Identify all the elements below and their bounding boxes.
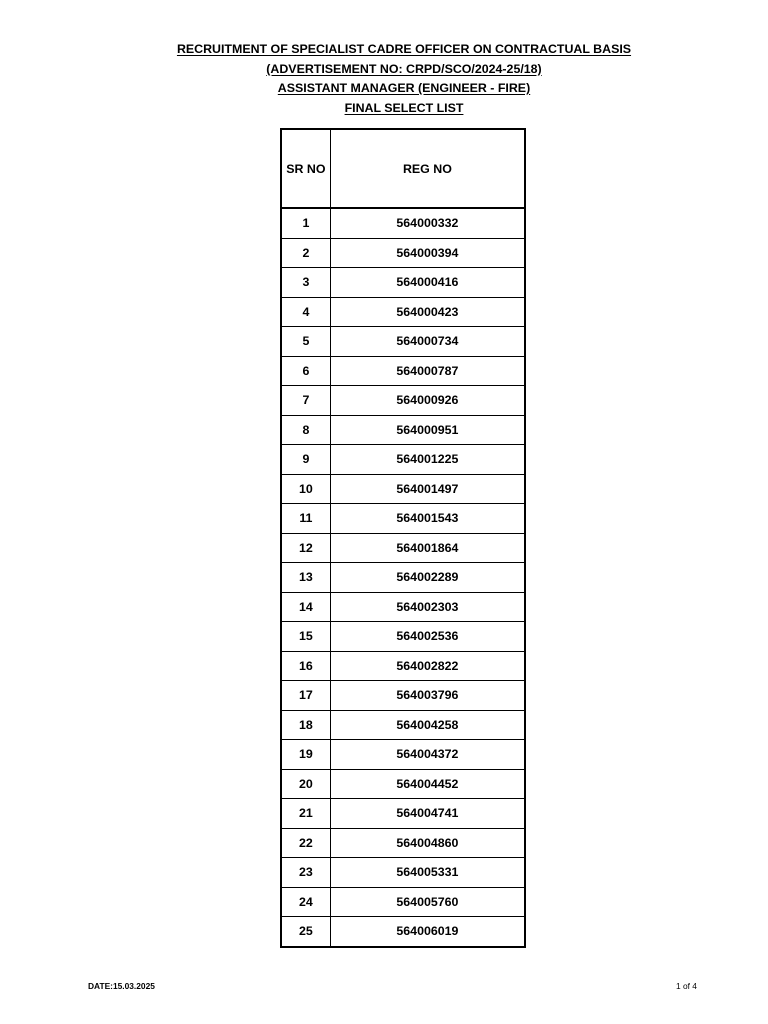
- sr-no-cell: 25: [281, 917, 330, 947]
- table-row: [281, 828, 525, 858]
- heading-post-name: ASSISTANT MANAGER (ENGINEER - FIRE): [277, 81, 531, 95]
- table-row: [281, 710, 525, 740]
- table-row: [281, 504, 525, 534]
- sr-no-cell: 15: [281, 622, 330, 652]
- table-body: [281, 208, 525, 947]
- heading-recruitment-title: RECRUITMENT OF SPECIALIST CADRE OFFICER ON CONTRACTUAL BASIS: [176, 42, 632, 56]
- sr-no-cell: 18: [281, 710, 330, 740]
- reg-no-cell: 564006019: [330, 917, 525, 947]
- reg-no-cell: 564004860: [330, 828, 525, 858]
- reg-no-cell: 564000394: [330, 238, 525, 268]
- table-row: [281, 887, 525, 917]
- reg-no-cell: 564004258: [330, 710, 525, 740]
- table-row: [281, 474, 525, 504]
- reg-no-cell: 564000951: [330, 415, 525, 445]
- table-row: [281, 622, 525, 652]
- sr-no-cell: 1: [281, 208, 330, 238]
- sr-no-cell: 3: [281, 268, 330, 298]
- table-row: [281, 740, 525, 770]
- reg-no-cell: 564004372: [330, 740, 525, 770]
- sr-no-cell: 21: [281, 799, 330, 829]
- sr-no-cell: 2: [281, 238, 330, 268]
- table-row: [281, 327, 525, 357]
- reg-no-cell: 564001864: [330, 533, 525, 563]
- table-row: [281, 651, 525, 681]
- reg-no-cell: 564000787: [330, 356, 525, 386]
- sr-no-cell: 7: [281, 386, 330, 416]
- table-row: [281, 592, 525, 622]
- table-row: [281, 533, 525, 563]
- table-header: [281, 129, 525, 208]
- table-row: [281, 238, 525, 268]
- sr-no-cell: 13: [281, 563, 330, 593]
- sr-no-cell: 16: [281, 651, 330, 681]
- reg-no-cell: 564002289: [330, 563, 525, 593]
- heading-list-title: FINAL SELECT LIST: [344, 100, 464, 115]
- reg-no-cell: 564000416: [330, 268, 525, 298]
- heading-advertisement-number: (ADVERTISEMENT NO: CRPD/SCO/2024-25/18): [266, 61, 542, 76]
- sr-no-cell: 12: [281, 533, 330, 563]
- reg-no-cell: 564000926: [330, 386, 525, 416]
- table-row: [281, 415, 525, 445]
- reg-no-cell: 564002536: [330, 622, 525, 652]
- sr-no-cell: 9: [281, 445, 330, 475]
- final-select-list-table: [280, 128, 526, 948]
- reg-no-cell: 564001497: [330, 474, 525, 504]
- footer-date: DATE:15.03.2025: [88, 981, 155, 991]
- reg-no-cell: 564001225: [330, 445, 525, 475]
- reg-no-cell: 564004452: [330, 769, 525, 799]
- reg-no-cell: 564001543: [330, 504, 525, 534]
- table-row: [281, 356, 525, 386]
- reg-no-cell: 564005331: [330, 858, 525, 888]
- sr-no-cell: 24: [281, 887, 330, 917]
- table-row: [281, 445, 525, 475]
- table-row: [281, 769, 525, 799]
- sr-no-cell: 20: [281, 769, 330, 799]
- column-header-sr-no: SR NO: [281, 129, 330, 208]
- sr-no-cell: 14: [281, 592, 330, 622]
- reg-no-cell: 564004741: [330, 799, 525, 829]
- table-row: [281, 563, 525, 593]
- reg-no-cell: 564002303: [330, 592, 525, 622]
- document-heading: [0, 40, 768, 118]
- reg-no-cell: 564000423: [330, 297, 525, 327]
- sr-no-cell: 5: [281, 327, 330, 357]
- sr-no-cell: 17: [281, 681, 330, 711]
- reg-no-cell: 564005760: [330, 887, 525, 917]
- table-row: [281, 917, 525, 947]
- table-row: [281, 268, 525, 298]
- table-row: [281, 297, 525, 327]
- table-header-row: [281, 129, 525, 208]
- sr-no-cell: 6: [281, 356, 330, 386]
- sr-no-cell: 23: [281, 858, 330, 888]
- sr-no-cell: 19: [281, 740, 330, 770]
- table-row: [281, 858, 525, 888]
- reg-no-cell: 564002822: [330, 651, 525, 681]
- sr-no-cell: 4: [281, 297, 330, 327]
- reg-no-cell: 564000332: [330, 208, 525, 238]
- sr-no-cell: 10: [281, 474, 330, 504]
- sr-no-cell: 22: [281, 828, 330, 858]
- reg-no-cell: 564000734: [330, 327, 525, 357]
- footer-page-number: 1 of 4: [676, 981, 697, 991]
- table-row: [281, 386, 525, 416]
- table-row: [281, 208, 525, 238]
- sr-no-cell: 11: [281, 504, 330, 534]
- column-header-reg-no: REG NO: [330, 129, 525, 208]
- reg-no-cell: 564003796: [330, 681, 525, 711]
- sr-no-cell: 8: [281, 415, 330, 445]
- table-row: [281, 799, 525, 829]
- table-row: [281, 681, 525, 711]
